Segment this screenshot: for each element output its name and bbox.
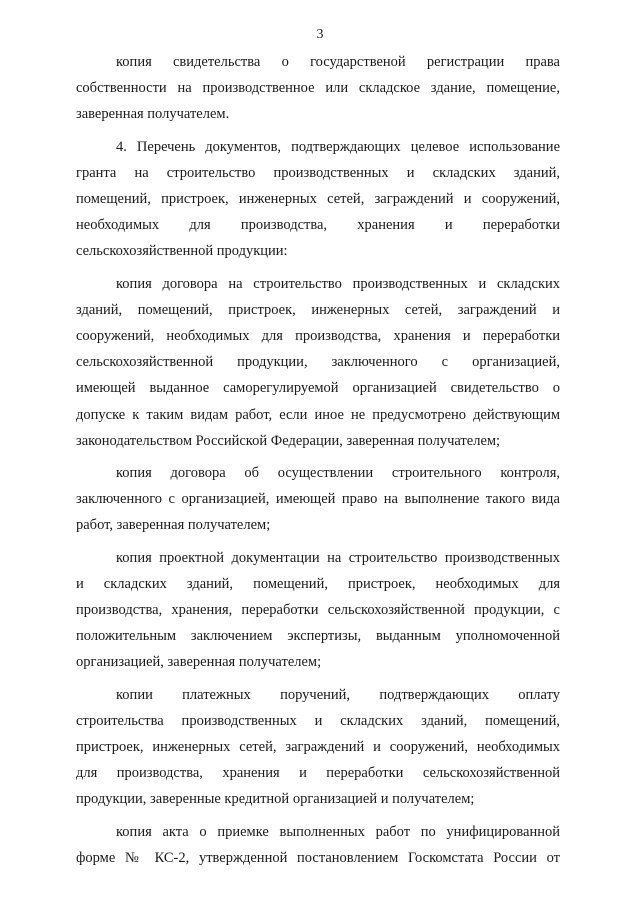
document-body — [76, 49, 560, 871]
text-line: работ, заверенная получателем; — [76, 517, 271, 534]
text-line: имеющей выданное саморегулируемой организацией свидетельство о — [76, 380, 560, 397]
text-line: форме № КС-2, утвержденной постановлением Госкомстата России от — [76, 849, 560, 866]
text-line: копия договора об осуществлении строительного контроля, — [116, 465, 560, 482]
text-line: допуске к таким видам работ, если иное не предусмотрено действующим — [76, 406, 560, 423]
text-line: копии платежных поручений, подтверждающих оплату — [116, 686, 560, 703]
text-line: пристроек, инженерных сетей, заграждений и сооружений, необходимых — [76, 739, 560, 756]
text-line: необходимых для производства, хранения и переработки — [76, 217, 560, 234]
text-line: положительным заключением экспертизы, выданным уполномоченной — [76, 628, 560, 645]
text-line: копия свидетельства о государственой регистрации права — [116, 54, 560, 70]
text-line: копия проектной документации на строительство производственных — [116, 549, 560, 566]
paragraph-list — [76, 49, 560, 871]
text-line: законодательством Российской Федерации, заверенная получателем; — [76, 432, 501, 449]
text-line: гранта на строительство производственных и складских зданий, — [76, 164, 560, 181]
paragraph — [76, 460, 560, 539]
text-line: для производства, хранения и переработки сельскохозяйственной — [76, 765, 560, 782]
text-line: сооружений, необходимых для производства, хранения и переработки — [76, 328, 560, 345]
paragraph — [76, 271, 560, 454]
text-line: копия акта о приемке выполненных работ по унифицированной — [116, 823, 560, 840]
text-line: собственности на производственное или складское здание, помещение, — [76, 80, 560, 97]
paragraph — [76, 134, 560, 265]
text-line: и складских зданий, помещений, пристроек, необходимых для — [76, 575, 560, 592]
text-line: сельскохозяйственной продукции: — [76, 243, 288, 260]
text-line: сельскохозяйственной продукции, заключенного с организацией, — [76, 354, 560, 371]
paragraph — [76, 682, 560, 813]
page-number: 3 — [316, 27, 324, 42]
paragraph — [76, 545, 560, 676]
text-line: 4. Перечень документов, подтверждающих целевое использование — [116, 138, 560, 155]
paragraph — [76, 819, 560, 871]
paragraph — [76, 49, 560, 128]
text-line: копия договора на строительство производственных и складских — [116, 275, 560, 292]
text-line: организацией, заверенная получателем; — [76, 654, 322, 671]
text-line: продукции, заверенные кредитной организацией и получателем; — [76, 791, 475, 808]
text-line: строительства производственных и складских зданий, помещений, — [76, 712, 560, 729]
text-line: заверенная получателем. — [76, 106, 230, 123]
text-line: заключенного с организацией, имеющей право на выполнение такого вида — [76, 491, 560, 508]
text-line: зданий, помещений, пристроек, инженерных сетей, заграждений и — [76, 301, 560, 318]
text-line: помещений, пристроек, инженерных сетей, заграждений и сооружений, — [76, 191, 560, 208]
text-line: производства, хранения, переработки сельскохозяйственной продукции, с — [76, 602, 560, 619]
